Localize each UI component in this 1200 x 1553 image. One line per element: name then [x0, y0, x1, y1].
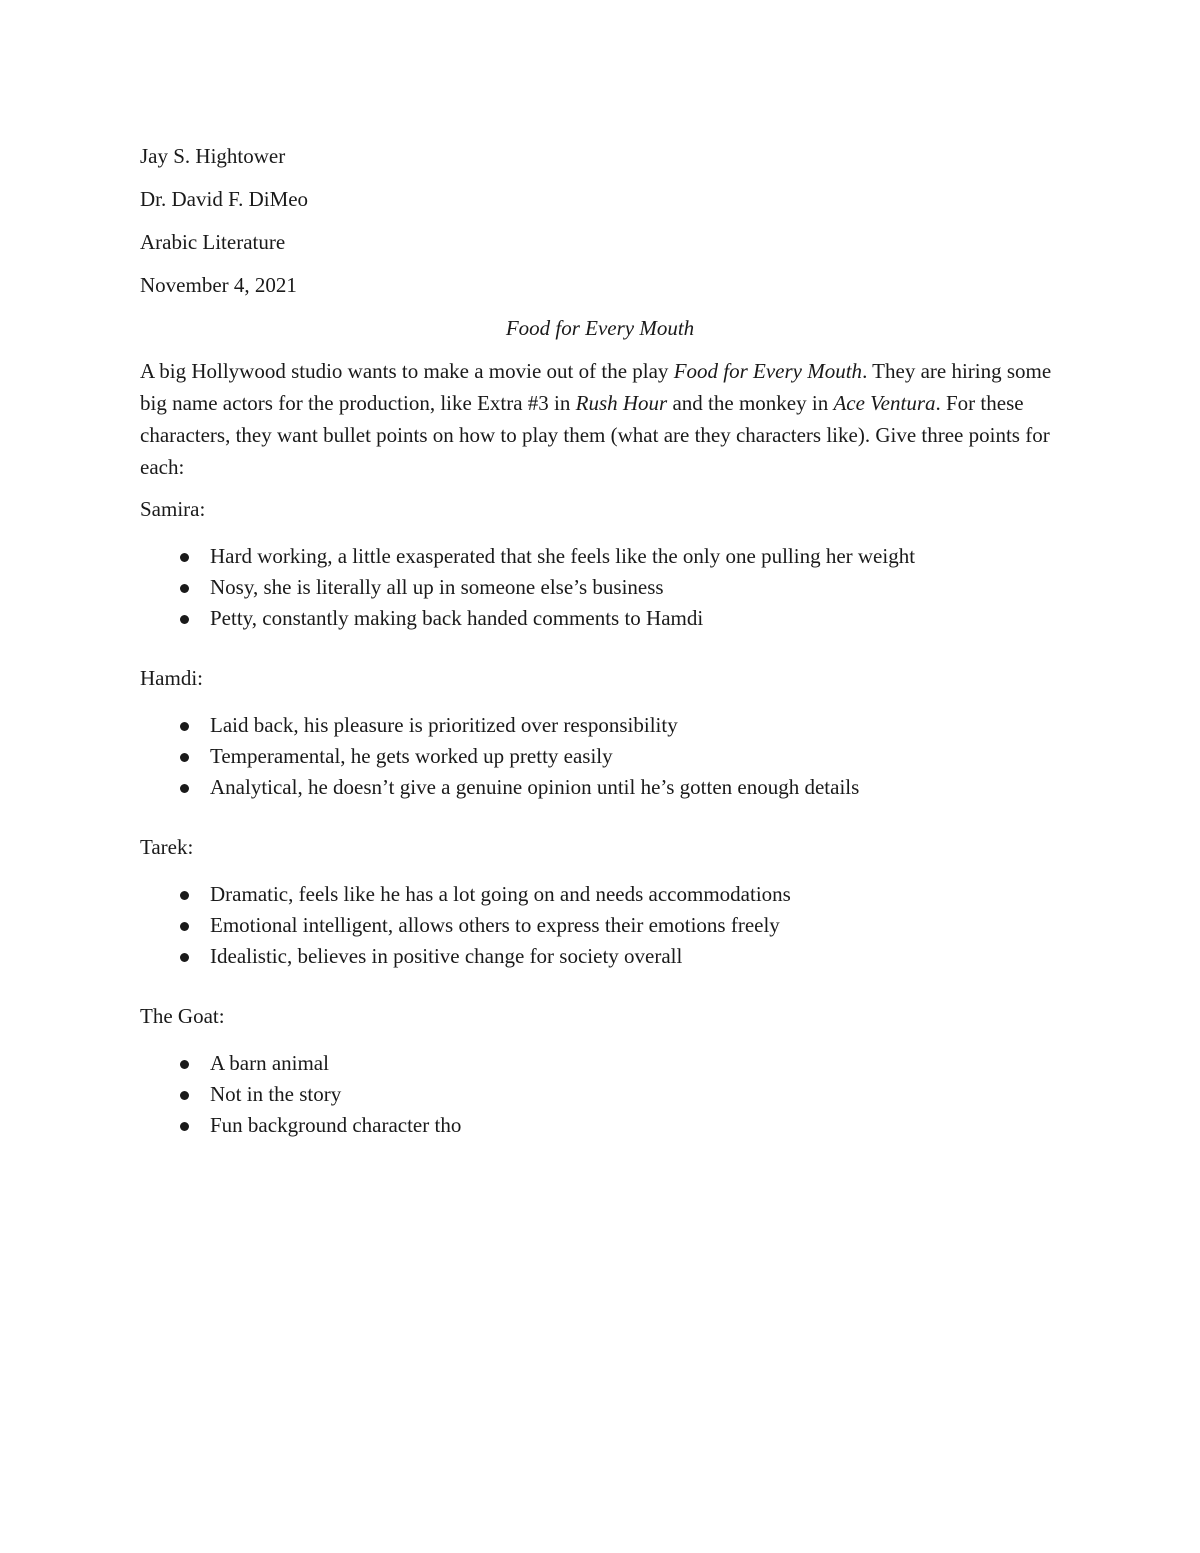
list-item [140, 541, 1060, 572]
list-item [140, 603, 1060, 634]
list-item [140, 741, 1060, 772]
bullet-icon [180, 953, 189, 962]
student-name: Jay S. Hightower [140, 144, 286, 168]
character-label-tarek: Tarek: [140, 835, 194, 859]
bullet-text: Emotional intelligent, allows others to express their emotions freely [210, 913, 780, 937]
bullet-text: Not in the story [210, 1082, 342, 1106]
document-body [140, 140, 1060, 1169]
bullet-text: Laid back, his pleasure is prioritized over responsibility [210, 713, 678, 737]
list-item [140, 1048, 1060, 1079]
bullet-text: Fun background character tho [210, 1113, 462, 1137]
bullet-text: Analytical, he doesn’t give a genuine opinion until he’s gotten enough details [210, 775, 860, 799]
bullet-text: Dramatic, feels like he has a lot going on and needs accommodations [210, 882, 791, 906]
intro-text-4: . For these characters, they want bullet points on how to play them (what are they characters like). Give three points for each: [140, 391, 1050, 479]
list-item [140, 772, 1060, 803]
bullet-icon [180, 553, 189, 562]
date: November 4, 2021 [140, 273, 297, 297]
bullet-text: Nosy, she is literally all up in someone else’s business [210, 575, 664, 599]
bullet-icon [180, 584, 189, 593]
list-item [140, 910, 1060, 941]
bullet-text: Petty, constantly making back handed comments to Hamdi [210, 606, 704, 630]
bullet-text: A barn animal [210, 1051, 329, 1075]
intro-text-2: . They are hiring some big name actors for the production, like Extra #3 in [140, 359, 1052, 415]
list-item [140, 1110, 1060, 1141]
intro-movie-1: Rush Hour [575, 391, 668, 415]
character-points-samira [140, 541, 1060, 634]
character-label-hamdi: Hamdi: [140, 666, 203, 690]
bullet-text: Hard working, a little exasperated that she feels like the only one pulling her weight [210, 544, 916, 568]
character-label-goat: The Goat: [140, 1004, 225, 1028]
character-points-hamdi [140, 710, 1060, 803]
intro-movie-2: Ace Ventura [833, 391, 936, 415]
character-points-tarek [140, 879, 1060, 972]
bullet-icon [180, 922, 189, 931]
course-name: Arabic Literature [140, 230, 286, 254]
bullet-icon [180, 722, 189, 731]
bullet-icon [180, 1060, 189, 1069]
character-label-samira: Samira: [140, 497, 206, 521]
intro-text-1: A big Hollywood studio wants to make a movie out of the play [140, 359, 674, 383]
bullet-icon [180, 1122, 189, 1131]
intro-text-3: and the monkey in [667, 391, 834, 415]
professor-name: Dr. David F. DiMeo [140, 187, 309, 211]
list-item [140, 710, 1060, 741]
bullet-icon [180, 891, 189, 900]
bullet-text: Idealistic, believes in positive change for society overall [210, 944, 683, 968]
bullet-icon [180, 784, 189, 793]
bullet-icon [180, 1091, 189, 1100]
document-title: Food for Every Mouth [505, 316, 695, 340]
bullet-icon [180, 753, 189, 762]
intro-paragraph [140, 355, 1060, 483]
character-points-goat [140, 1048, 1060, 1141]
list-item [140, 572, 1060, 603]
list-item [140, 879, 1060, 910]
list-item [140, 941, 1060, 972]
list-item [140, 1079, 1060, 1110]
bullet-icon [180, 615, 189, 624]
bullet-text: Temperamental, he gets worked up pretty easily [210, 744, 613, 768]
intro-play-title: Food for Every Mouth [673, 359, 863, 383]
